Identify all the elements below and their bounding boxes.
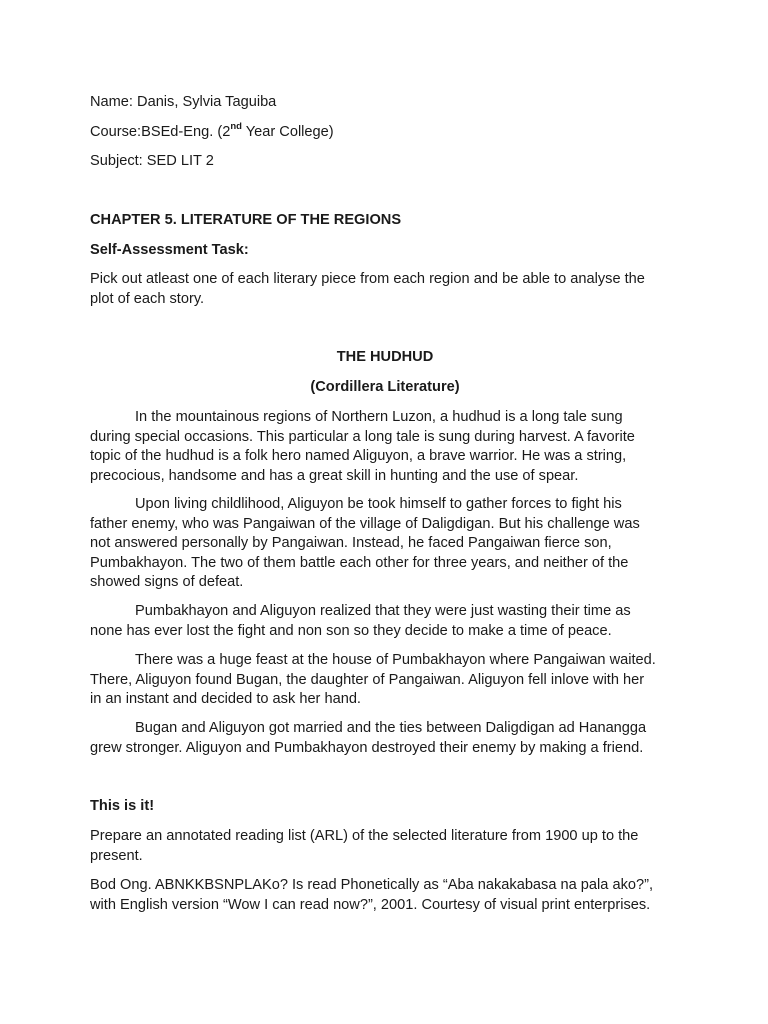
subject-line: Subject: SED LIT 2 — [90, 153, 214, 169]
text-line: Pumbakhayon and Aliguyon realized that they were just wasting their time as — [135, 603, 631, 619]
story-subtitle: (Cordillera Literature) — [310, 379, 460, 395]
story-paragraph-3 — [90, 602, 680, 641]
text-line: Pumbakhayon. The two of them battle each other for three years, and neither of the — [90, 554, 629, 571]
student-name: Name: Danis, Sylvia Taguiba — [90, 94, 277, 110]
course-prefix: Course:BSEd-Eng. (2 — [90, 124, 231, 140]
text-line: not answered personally by Pangaiwan. Instead, he faced Pangaiwan fierce son, — [90, 535, 612, 551]
text-line: in an instant and decided to ask her hand. — [90, 691, 361, 707]
text-line: plot of each story. — [90, 290, 205, 307]
arl-entry — [90, 876, 680, 915]
arl-instruction — [90, 827, 680, 866]
text-line: Prepare an annotated reading list (ARL) of the selected literature from 1900 up to the — [90, 828, 639, 844]
text-line: There was a huge feast at the house of Pumbakhayon where Pangaiwan waited. — [135, 652, 656, 668]
text-line: Upon living childlihood, Aliguyon be took himself to gather forces to fight his — [135, 496, 622, 512]
chapter-title: CHAPTER 5. LITERATURE OF THE REGIONS — [90, 212, 402, 228]
text-line: Bod Ong. ABNKKBSNPLAKo? Is read Phonetically as “Aba nakakabasa na pala ako?”, — [90, 877, 654, 893]
text-line: Pick out atleast one of each literary piece from each region and be able to analyse the — [90, 271, 645, 287]
text-line: showed signs of defeat. — [90, 574, 244, 590]
text-line: father enemy, who was Pangaiwan of the village of Daligdigan. But his challenge was — [90, 515, 640, 532]
course-ordinal-suffix: nd — [230, 121, 242, 133]
text-line: with English version “Wow I can read now?”, 2001. Courtesy of visual print enterprises. — [90, 896, 651, 913]
text-line: topic of the hudhud is a folk hero named Aliguyon, a brave warrior. He was a string, — [90, 448, 627, 464]
story-paragraph-2 — [90, 495, 680, 593]
this-is-it-heading: This is it! — [90, 798, 155, 814]
text-line: precocious, handsome and has a great skill in hunting and the use of spear. — [90, 467, 579, 484]
text-line: during special occasions. This particular a long tale is sung during harvest. A favorite — [90, 428, 635, 445]
course-line — [90, 123, 334, 143]
text-line: none has ever lost the fight and non son so they decide to make a time of peace. — [90, 622, 612, 639]
course-suffix: Year College) — [241, 124, 334, 140]
text-line: There, Aliguyon found Bugan, the daughter of Pangaiwan. Aliguyon fell inlove with her — [90, 671, 645, 688]
text-line: grew stronger. Aliguyon and Pumbakhayon destroyed their enemy by making a friend. — [90, 739, 644, 756]
text-line: Bugan and Aliguyon got married and the ties between Daligdigan ad Hanangga — [135, 720, 647, 736]
task-heading: Self-Assessment Task: — [90, 242, 249, 258]
text-line: In the mountainous regions of Northern Luzon, a hudhud is a long tale sung — [135, 409, 623, 425]
story-title: THE HUDHUD — [336, 349, 434, 365]
story-paragraph-1 — [90, 408, 680, 486]
text-line: present. — [90, 847, 143, 864]
story-paragraph-4 — [90, 651, 680, 710]
story-paragraph-5 — [90, 719, 680, 758]
task-text — [90, 270, 680, 309]
